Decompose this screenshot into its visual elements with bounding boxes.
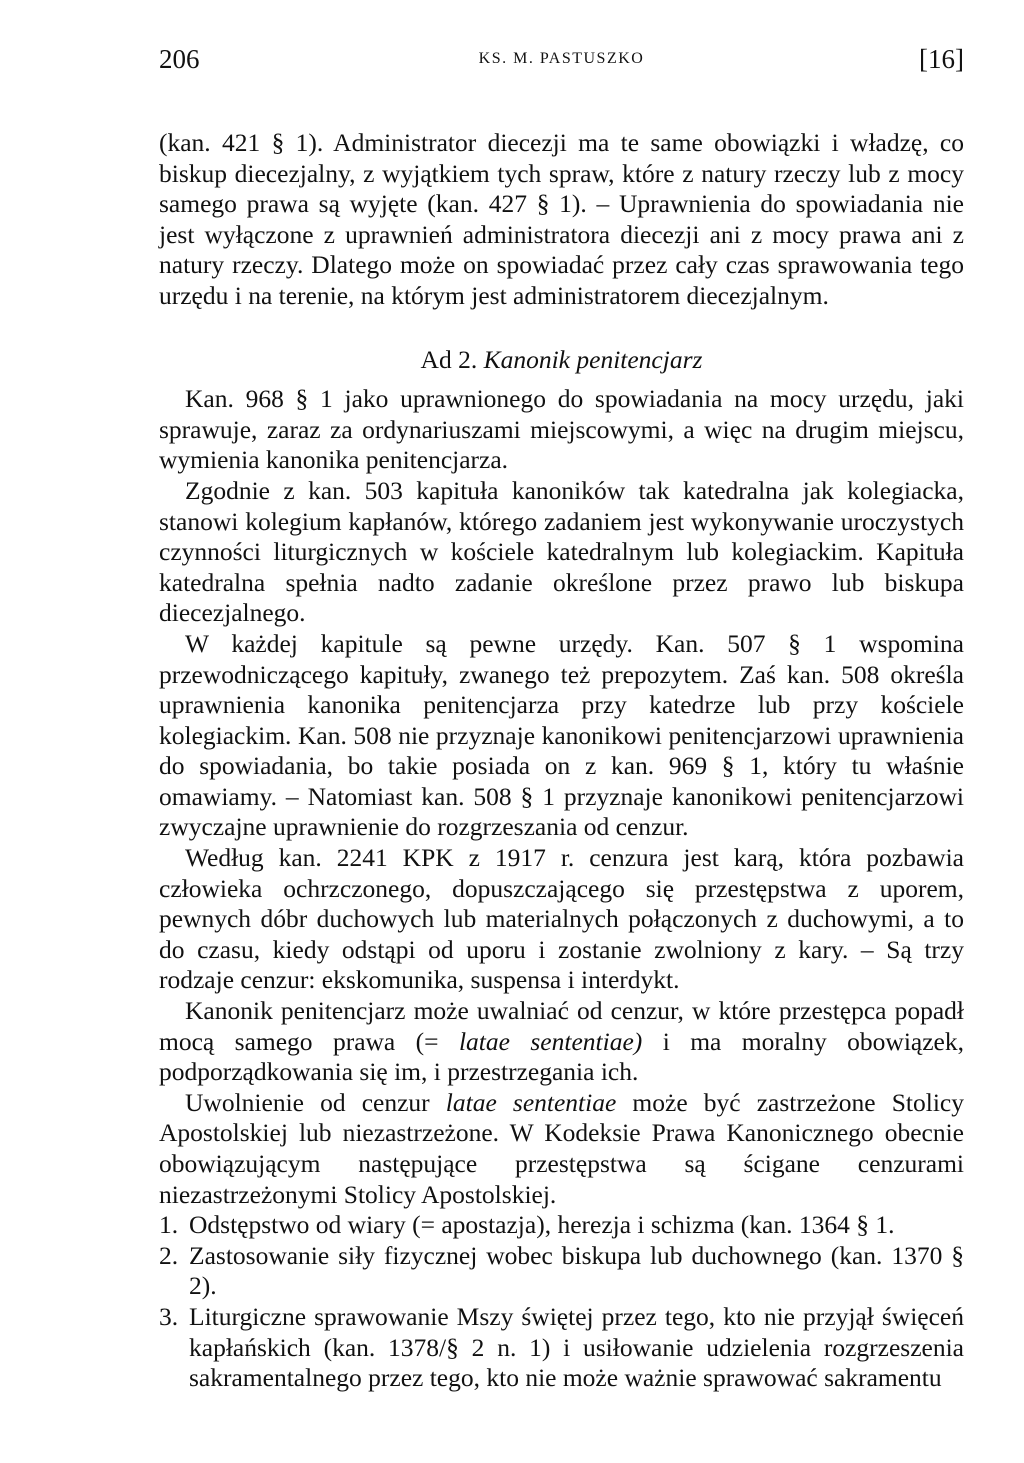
- page-header: [159, 44, 964, 84]
- list-item: [159, 1210, 964, 1241]
- paragraph: (kan. 421 § 1). Administrator diecezji ma te same obowiązki i władzę, co biskup diecezjalny, z wyjątkiem tych spraw, które z natury rzeczy lub z mocy samego prawa są wyjęte (kan. 427 § 1). – Uprawnienia do spowiadania nie jest wyłączone z uprawnień administratora diecezji ani z mocy prawa ani z natury rzeczy. Dlatego może on spowiadać przez cały czas sprawowania tego urzędu i na terenie, na którym jest administratorem diecezjalnym.: [159, 128, 964, 310]
- list-text: Liturgiczne sprawowanie Mszy świętej przez tego, kto nie przyjął święceń kapłańskich (kan. 1378/§ 2 n. 1) i usiłowanie udzielenia rozgrzeszenia sakramentalnego przez tego, kto nie może ważnie sprawować sakramentu: [189, 1301, 964, 1393]
- list-text: Odstępstwo od wiary (= apostazja), herezja i schizma (kan. 1364 § 1.: [189, 1210, 895, 1240]
- body-text: [159, 128, 964, 1394]
- paragraph: [159, 1088, 964, 1210]
- heading-title: Kanonik penitencjarz: [483, 344, 703, 374]
- paragraph-text: i ma moralny obowiązek, podporządkowania się im, i przestrzegania ich.: [159, 1026, 964, 1087]
- paragraph: W każdej kapitule są pewne urzędy. Kan. 507 § 1 wspomina przewodniczącego kapituły, zwanego też prepozytem. Zaś kan. 508 określa uprawnienia kanonika penitencjarza przy katedrze lub przy kościele kolegiackim. Kan. 508 nie przyznaje kanonikowi penitencjarzowi uprawnienia do spowiadania, bo takie posiada on z kan. 969 § 1, który tu właśnie omawiamy. – Natomiast kan. 508 § 1 przyznaje kanonikowi penitencjarzowi zwyczajne uprawnienie do rozgrzeszania od cenzur.: [159, 628, 964, 842]
- list-number: 2.: [159, 1240, 179, 1270]
- list-number: 3.: [159, 1301, 179, 1331]
- list-text: Zastosowanie siły fizycznej wobec biskupa lub duchownego (kan. 1370 § 2).: [189, 1240, 964, 1301]
- section-heading: [159, 345, 964, 376]
- page-number: 206: [159, 44, 200, 74]
- list-item: [159, 1302, 964, 1394]
- heading-prefix: Ad 2.: [420, 344, 478, 374]
- paragraph-text: może być zastrzeżone Stolicy Apostolskiej lub niezastrzeżone. W Kodeksie Prawa Kanonicznego obecnie obowiązującym następujące przestępstwa są ścigane cenzurami niezastrzeżonymi Stolicy Apostolskiej.: [159, 1087, 964, 1209]
- running-title: KS. M. PASTUSZKO: [478, 50, 645, 67]
- list-number: 1.: [159, 1210, 179, 1240]
- paragraph: Zgodnie z kan. 503 kapituła kanoników tak katedralna jak kolegiacka, stanowi kolegium kapłanów, którego zadaniem jest wykonywanie uroczystych czynności liturgicznych w kościele katedralnym lub kolegiackim. Kapituła katedralna spełnia nadto zadanie określone przez prawo lub biskupa diecezjalnego.: [159, 475, 964, 628]
- paragraph-text: Kanonik penitencjarz może uwalniać od cenzur, w które przestępca popadł mocą samego prawa (=: [159, 996, 964, 1056]
- section-ref: [16]: [919, 44, 964, 74]
- paragraph: Kan. 968 § 1 jako uprawnionego do spowiadania na mocy urzędu, jaki sprawuje, zaraz za ordynariuszami miejscowymi, a więc na drugim miejscu, wymienia kanonika penitencjarza.: [159, 384, 964, 475]
- latin-term: latae sententiae: [445, 1087, 617, 1117]
- paragraph: [159, 996, 964, 1088]
- paragraph: Według kan. 2241 KPK z 1917 r. cenzura jest karą, która pozbawia człowieka ochrzczonego, dopuszczającego się przestępstwa z uporem, pewnych dóbr duchowych lub materialnych połączonych z duchowymi, a to do czasu, kiedy odstąpi od uporu i zostanie zwolniony z kary. – Są trzy rodzaje cenzur: ekskomunika, suspensa i interdykt.: [159, 843, 964, 995]
- paragraph-text: Uwolnienie od cenzur: [185, 1087, 430, 1117]
- latin-term: latae sententiae): [458, 1026, 643, 1056]
- list-item: [159, 1241, 964, 1302]
